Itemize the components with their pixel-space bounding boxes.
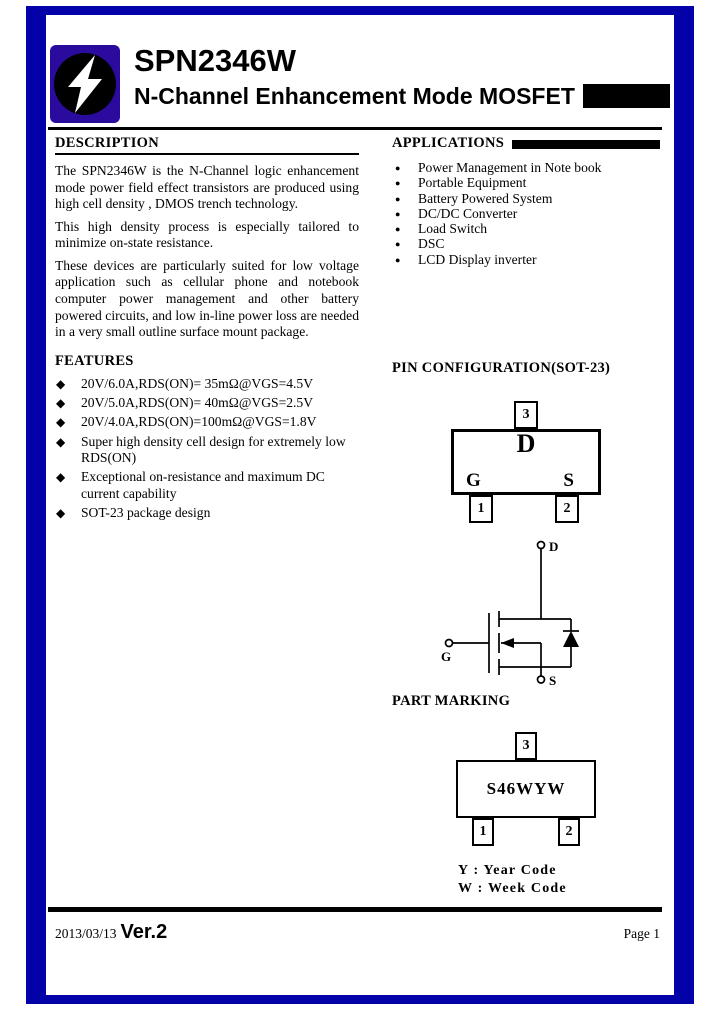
application-text: DSC [418, 236, 445, 252]
left-column [55, 135, 359, 524]
header [50, 41, 670, 123]
application-item [392, 237, 660, 251]
description-paragraph: These devices are particularly suited for low voltage application such as cellular phone and notebook computer power management and other battery powered circuits, and low in-line power loss are needed in a very small outline surface mount package. [55, 257, 359, 340]
page-subtitle: N-Channel Enhancement Mode MOSFET [134, 82, 575, 109]
application-text: Battery Powered System [418, 190, 553, 206]
page-title: SPN2346W [134, 43, 296, 78]
application-text: LCD Display inverter [418, 251, 537, 267]
features-list [55, 376, 359, 522]
feature-text: SOT-23 package design [81, 504, 211, 520]
schematic-drain-label: D [549, 538, 559, 554]
logo-icon [50, 45, 120, 123]
schematic-source-label: S [549, 672, 557, 687]
application-item [392, 176, 660, 190]
applications-heading: APPLICATIONS [392, 135, 505, 151]
application-item [392, 222, 660, 236]
applications-list [392, 161, 660, 267]
features-section [55, 353, 359, 522]
footer [55, 921, 660, 944]
pin-3-label: 3 [522, 737, 530, 753]
feature-item [55, 469, 359, 502]
pin-3-label: 3 [522, 406, 530, 422]
circle-bullet-icon: ● [395, 178, 401, 189]
pin-3 [514, 401, 538, 429]
application-text: Load Switch [418, 221, 488, 237]
page-border-frame [26, 6, 694, 1004]
pin-1-label: 1 [479, 823, 487, 839]
application-item [392, 192, 660, 206]
application-text: Portable Equipment [418, 175, 527, 191]
pin-2 [555, 495, 579, 523]
applications-heading-row [392, 135, 660, 152]
feature-item [55, 434, 359, 467]
feature-item [55, 395, 359, 411]
mosfet-symbol [441, 537, 611, 687]
feature-text: 20V/4.0A,RDS(ON)=100mΩ@VGS=1.8V [81, 414, 317, 430]
marking-body [456, 760, 596, 818]
datasheet-page [46, 15, 674, 995]
application-item [392, 161, 660, 175]
features-heading: FEATURES [55, 352, 134, 369]
subtitle-highlight-bar [583, 84, 670, 108]
circle-bullet-icon: ● [395, 254, 401, 265]
heading-bar [512, 140, 660, 149]
footer-version: Ver.2 [120, 921, 168, 943]
pin-2-label: 2 [565, 823, 573, 839]
marking-note: W : Week Code [458, 881, 567, 897]
title-block [134, 43, 670, 123]
circle-bullet-icon: ● [395, 224, 401, 235]
circle-bullet-icon: ● [395, 239, 401, 250]
description-paragraph: The SPN2346W is the N-Channel logic enhancement mode power field effect transistors are produced using high cell density , DMOS trench technology. [55, 163, 359, 212]
pin-1 [469, 495, 493, 523]
feature-text: 20V/5.0A,RDS(ON)= 40mΩ@VGS=2.5V [81, 395, 314, 411]
right-column [392, 135, 660, 898]
application-item [392, 253, 660, 267]
feature-item [55, 376, 359, 392]
subtitle-row [134, 83, 670, 110]
circle-bullet-icon: ● [395, 163, 401, 173]
diamond-bullet-icon: ◆ [56, 470, 66, 485]
pin-3 [515, 732, 537, 760]
part-marking-heading: PART MARKING [392, 692, 511, 709]
schematic-gate-label: G [441, 648, 452, 664]
description-paragraph: This high density process is especially tailored to minimize on-state resistance. [55, 218, 359, 251]
drain-label: D [516, 428, 536, 458]
pin-1 [472, 818, 494, 846]
company-logo [50, 45, 120, 123]
pin-1-label: 1 [477, 500, 485, 516]
footer-left [55, 921, 167, 944]
application-item [392, 207, 660, 221]
feature-item [55, 414, 359, 430]
pin-configuration-heading: PIN CONFIGURATION(SOT-23) [392, 359, 611, 376]
circle-bullet-icon: ● [395, 208, 401, 219]
package-body [451, 429, 601, 495]
marking-code: S46WYW [486, 778, 566, 798]
feature-text: 20V/6.0A,RDS(ON)= 35mΩ@VGS=4.5V [81, 375, 314, 391]
diamond-bullet-icon: ◆ [56, 396, 66, 411]
sot23-package-drawing [451, 401, 601, 523]
application-text: DC/DC Converter [418, 205, 518, 221]
footer-page-number: Page 1 [623, 926, 660, 941]
feature-item [55, 505, 359, 521]
footer-date: 2013/03/13 [55, 926, 117, 941]
diamond-bullet-icon: ◆ [56, 505, 66, 520]
footer-divider [48, 907, 662, 912]
marking-note: Y : Year Code [458, 862, 557, 878]
diamond-bullet-icon: ◆ [56, 434, 66, 449]
diamond-bullet-icon: ◆ [56, 376, 66, 391]
feature-text: Super high density cell design for extremely low RDS(ON) [81, 433, 346, 466]
diamond-bullet-icon: ◆ [56, 415, 66, 430]
pin-2 [558, 818, 580, 846]
pin-2-label: 2 [563, 500, 571, 516]
part-marking-drawing [456, 732, 596, 844]
circle-bullet-icon: ● [395, 193, 401, 204]
gate-label: G [466, 469, 481, 491]
application-text: Power Management in Note book [418, 160, 602, 175]
feature-text: Exceptional on-resistance and maximum DC current capability [81, 469, 325, 501]
header-divider [48, 127, 662, 130]
description-heading: DESCRIPTION [55, 135, 359, 155]
marking-notes [458, 862, 660, 898]
source-label: S [563, 469, 574, 491]
